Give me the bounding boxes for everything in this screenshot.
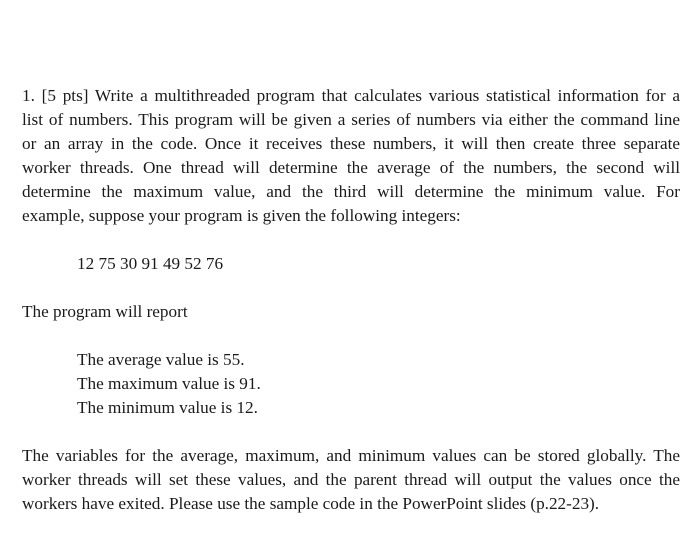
problem-line: worker threads. One thread will determine the average of the numbers, the second will [22,158,680,177]
example-input: 12 75 30 91 49 52 76 [77,254,224,273]
problem-line: list of numbers. This program will be given a series of numbers via either the command line [22,110,680,129]
problem-line: or an array in the code. Once it receives these numbers, it will then create three separate [22,134,680,153]
closing-line: worker threads will set these values, and the parent thread will output the values once the [22,470,680,489]
document-body [22,84,680,516]
result-maximum: The maximum value is 91. [77,374,261,393]
closing-line: The variables for the average, maximum, and minimum values can be stored globally. The [22,446,680,465]
problem-statement [22,84,680,228]
closing-paragraph [22,444,680,516]
result-minimum: The minimum value is 12. [77,398,258,417]
closing-line: workers have exited. Please use the sample code in the PowerPoint slides (p.22-23). [22,494,600,513]
problem-line: 1. [5 pts] Write a multithreaded program that calculates various statistical information for a [22,86,680,105]
report-intro: The program will report [22,302,188,321]
example-output [22,348,680,420]
problem-line: determine the maximum value, and the third will determine the minimum value. For [22,182,680,201]
result-average: The average value is 55. [77,350,245,369]
problem-line: example, suppose your program is given the following integers: [22,206,461,225]
